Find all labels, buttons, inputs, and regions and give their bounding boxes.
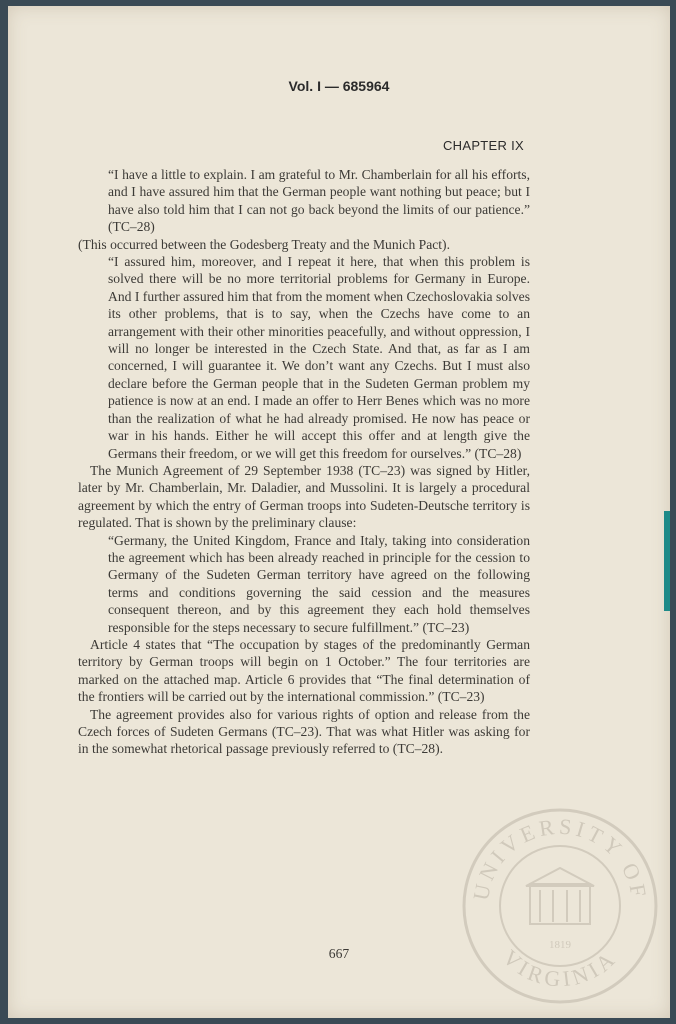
body-text [78,166,530,758]
page-edge-tab [664,511,670,611]
paragraph-munich-agreement: The Munich Agreement of 29 September 1938 (TC–23) was signed by Hitler, later by Mr. Chamberlain, Mr. Daladier, and Mussolini. It is largely a procedural agreement by which the entry of German troops into Sudeten-Deutsche territory is regulated. That is shown by the preliminary clause: [78,462,530,531]
quote-paragraph-1: “I have a little to explain. I am grateful to Mr. Chamberlain for all his efforts, and I have assured him that the German people want nothing but peace; but I have also told him that I can not go back beyond the limits of our patience.” (TC–28) [108,167,530,235]
seal-year: 1819 [549,939,571,951]
university-seal-watermark [460,806,660,1006]
quote-paragraph-preliminary-clause: “Germany, the United Kingdom, France and Italy, taking into consideration the agreement which has been already reached in principle for the cession to Germany of the Sudeten German territory have agreed on the following terms and conditions governing the said cession and the measures consequent thereon, and by this agreement they each hold themselves responsible for the steps necessary to secure fulfillment.” (TC–23) [108,532,530,635]
quote-paragraph-2: “I assured him, moreover, and I repeat it here, that when this problem is solved there will be no more territorial problems for Germany in Europe. And I further assured him that from the moment when Czechoslovakia solves its other problems, that is to say, when the Czechs have come to an arrangement with their other minorities peacefully, and without oppression, I will no longer be interested in the Czech State. And that, as far as I am concerned, I will guarantee it. We don’t want any Czechs. But I must also declare before the German people that in the Sudeten German problem my patience is now at an end. I made an offer to Herr Benes which was no more than the realization of what he had already promised. He now has peace or war in his hands. Either he will accept this offer and at length give the Germans their freedom, or we will get this freedom for ourselves.” (TC–28) [108,254,530,461]
page-number: 667 [328,946,350,961]
document-page [8,6,670,1018]
note-paragraph: (This occurred between the Godesberg Treaty and the Munich Pact). [78,236,450,252]
paragraph-article-4: Article 4 states that “The occupation by stages of the predominantly German territory by German troops will begin on 1 October.” The four territories are marked on the attached map. Article 6 provides that “The final determination of the frontiers will be carried out by the international commission.” (TC–23) [78,636,530,705]
chapter-heading: CHAPTER IX [442,138,524,153]
paragraph-rights-of-option: The agreement provides also for various rights of option and release from the Czech forces of Sudeten Germans (TC–23). That was what Hitler was asking for in the somewhat rhetorical passage previously referred to (TC–28). [78,706,530,757]
volume-header: Vol. I — 685964 [288,78,390,94]
svg-text:VIRGINIA: VIRGINIA [498,944,622,992]
svg-text:UNIVERSITY OF: UNIVERSITY OF [467,813,653,903]
